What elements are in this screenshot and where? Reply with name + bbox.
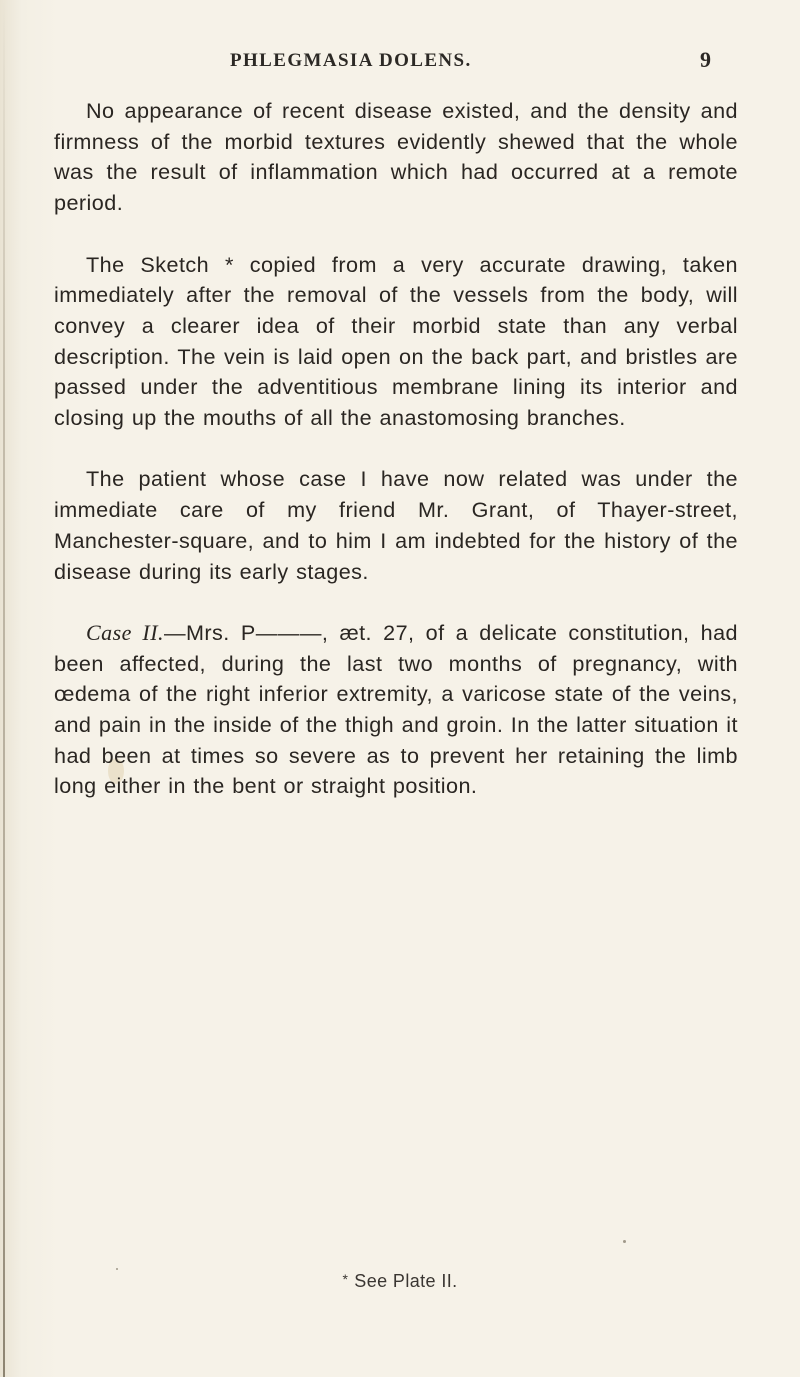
running-title: PHLEGMASIA DOLENS. xyxy=(230,50,472,71)
main-text xyxy=(54,96,738,802)
page-number: 9 xyxy=(700,47,711,72)
paper-speck xyxy=(116,1268,118,1270)
case-text: —Mrs. P———, æt. 27, of a delicate constitution, had been affected, during the last two months of pregnancy, with œdema of the right inferior extremity, a varicose state of the veins, and pain in the inside of the thigh and groin. In the latter situation it had been at times so severe as to prevent her retaining the limb long either in the bent or straight position. xyxy=(54,619,738,799)
paragraph: No appearance of recent disease existed, and the density and firmness of the morbid textures evidently shewed that the whole was the result of inflammation which had occurred at a remote period. xyxy=(54,98,738,216)
footnote xyxy=(0,1271,800,1292)
case-label: Case II. xyxy=(86,619,164,645)
page-gutter-edge xyxy=(3,0,5,1377)
paragraph: The Sketch * copied from a very accurate drawing, taken immediately after the removal of the vessels from the body, will convey a clearer idea of their morbid state than any verbal description. The vein is laid open on the back part, and bristles are passed under the adventitious membrane lining its interior and closing up the mouths of all the anastomosing branches. xyxy=(54,251,738,431)
paper-speck xyxy=(623,1240,626,1243)
footnote-text: See Plate II. xyxy=(354,1271,458,1291)
paragraph-case xyxy=(54,618,738,802)
paragraph: The patient whose case I have now related was under the immediate care of my friend Mr. Grant, of Thayer-street, Manchester-square, and to him I am indebted for the history of the disease during its early stages. xyxy=(54,466,738,584)
footnote-marker: * xyxy=(342,1271,349,1287)
